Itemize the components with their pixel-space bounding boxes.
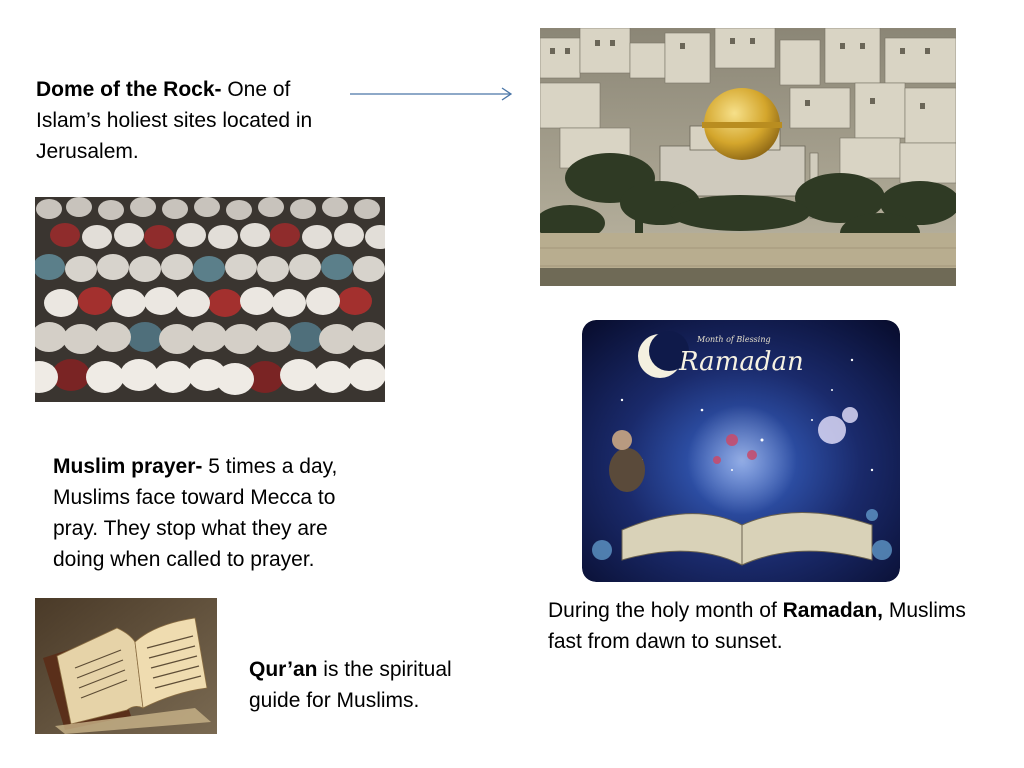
dome-caption-text: One of Islam’s holiest sites located in Jerusalem. — [36, 78, 313, 163]
ramadan-image — [582, 320, 900, 582]
quran-caption — [249, 654, 499, 716]
quran-image — [35, 598, 217, 734]
dome-caption — [36, 74, 356, 167]
dome-of-the-rock-image — [540, 28, 956, 286]
ramadan-caption-title: Ramadan, — [782, 599, 884, 622]
ramadan-image-title: Ramadan — [679, 347, 804, 377]
ramadan-image-subtitle: Month of Blessing — [697, 335, 771, 344]
prayer-caption — [53, 451, 383, 575]
quran-caption-text: is the spiritual guide for Muslims. — [249, 658, 452, 712]
quran-caption-title: Qur’an — [249, 658, 318, 681]
ramadan-caption-suffix: Muslims fast from dawn to sunset. — [548, 599, 966, 653]
prayer-caption-text: 5 times a day, Muslims face toward Mecca to pray. They stop what they are doing when called to prayer. — [53, 455, 338, 571]
ramadan-caption — [548, 595, 968, 657]
prayer-caption-title: Muslim prayer- — [53, 455, 203, 478]
dome-caption-title: Dome of the Rock- — [36, 78, 222, 101]
pointer-arrow — [348, 84, 518, 104]
muslim-prayer-image — [35, 197, 385, 402]
ramadan-caption-prefix: During the holy month of — [548, 599, 783, 622]
